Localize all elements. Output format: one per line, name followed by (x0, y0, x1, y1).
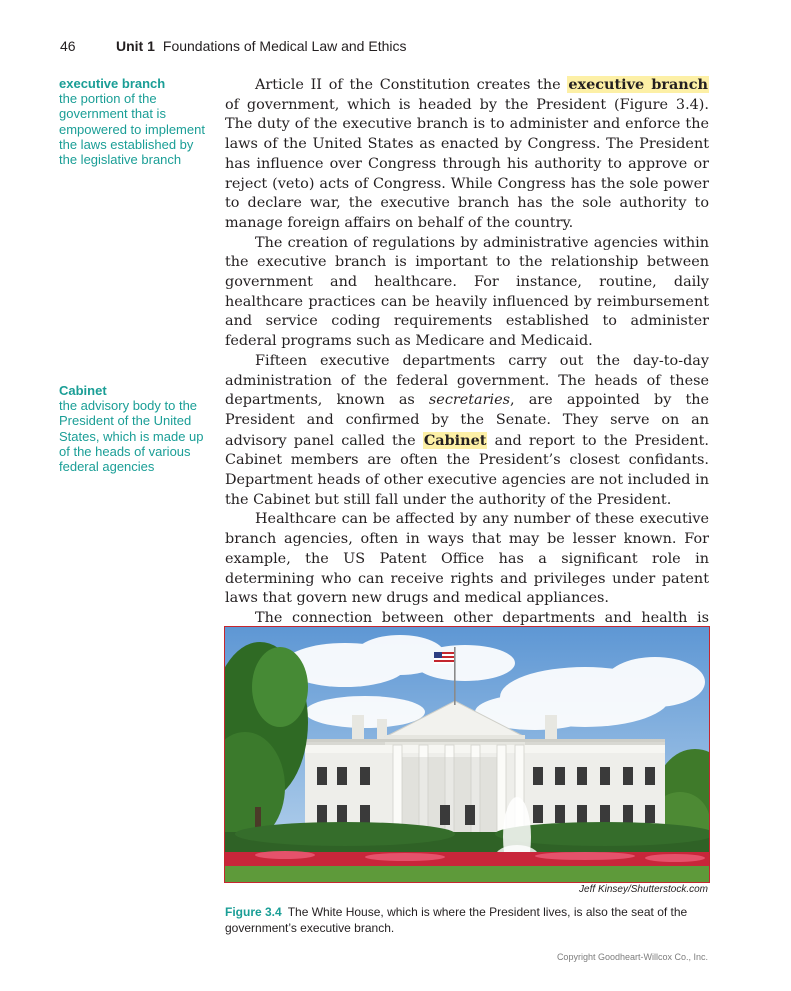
figure-caption (225, 904, 705, 936)
white-house-photo (224, 626, 710, 883)
page-number: 46 (60, 38, 76, 54)
body-text (225, 75, 709, 668)
highlighted-term: Cabinet (423, 431, 487, 449)
photo-credit: Jeff Kinsey/Shutterstock.com (579, 884, 708, 895)
paragraph: Healthcare can be affected by any number of these executive branch agencies, often in ways that may be lesser known. For example, the US Patent Office has a significant role in determining who can receive rights and privileges under patent laws that govern new drugs and medical appliances. (225, 511, 709, 607)
highlighted-term: executive branch (568, 76, 708, 93)
copyright-notice: Copyright Goodheart-Willcox Co., Inc. (556, 952, 708, 962)
figure-label: Figure 3.4 (225, 905, 282, 919)
paragraph: Article II of the Constitution creates the executive branch of government, which is headed by the President (Figure 3.4). The duty of the executive branch is to administer and enforce the laws of the United States as enacted by Congress. The President has influence over Congress through his authority to approve or reject (veto) acts of Congress. While Congress has the sole power to declare war, the executive branch has the sole authority to manage foreign affairs on behalf of the country. (225, 76, 709, 231)
unit-label: Unit 1 (116, 38, 155, 54)
paragraph: Fifteen executive departments carry out the day-to-day administration of the federal government. The heads of these departments, known as secretaries, are appointed by the President and confirmed by the Senate. They serve on an advisory panel called the Cabinet and report to the President. Cabinet members are often the President’s closest confidants. Department heads of other executive agencies are not included in the Cabinet but still fall under the authority of the President. (225, 352, 710, 508)
glossary-definition: the portion of the government that is empowered to implement the laws established by the legislative branch (59, 91, 205, 168)
unit-title: Foundations of Medical Law and Ethics (162, 38, 407, 54)
caption-text: The White House, which is where the President lives, is also the seat of the government’s executive branch. (225, 905, 688, 935)
paragraph: The creation of regulations by administrative agencies within the executive branch is important to the relationship between government and healthcare. For instance, routine, daily healthcare practices can be heavily influenced by reimbursement and service coding requirements established to administer federal programs such as Medicare and Medicaid. (225, 234, 709, 350)
running-header (60, 38, 406, 54)
glossary-term: Cabinet (59, 383, 107, 398)
glossary-term: executive branch (59, 76, 166, 91)
glossary-definition: the advisory body to the President of the United States, which is made up of the heads of various federal agencies (59, 398, 204, 475)
glossary-entry-executive-branch (59, 76, 207, 167)
glossary-entry-cabinet (59, 383, 207, 474)
paragraph: The connection between other departments and health is (255, 609, 709, 626)
